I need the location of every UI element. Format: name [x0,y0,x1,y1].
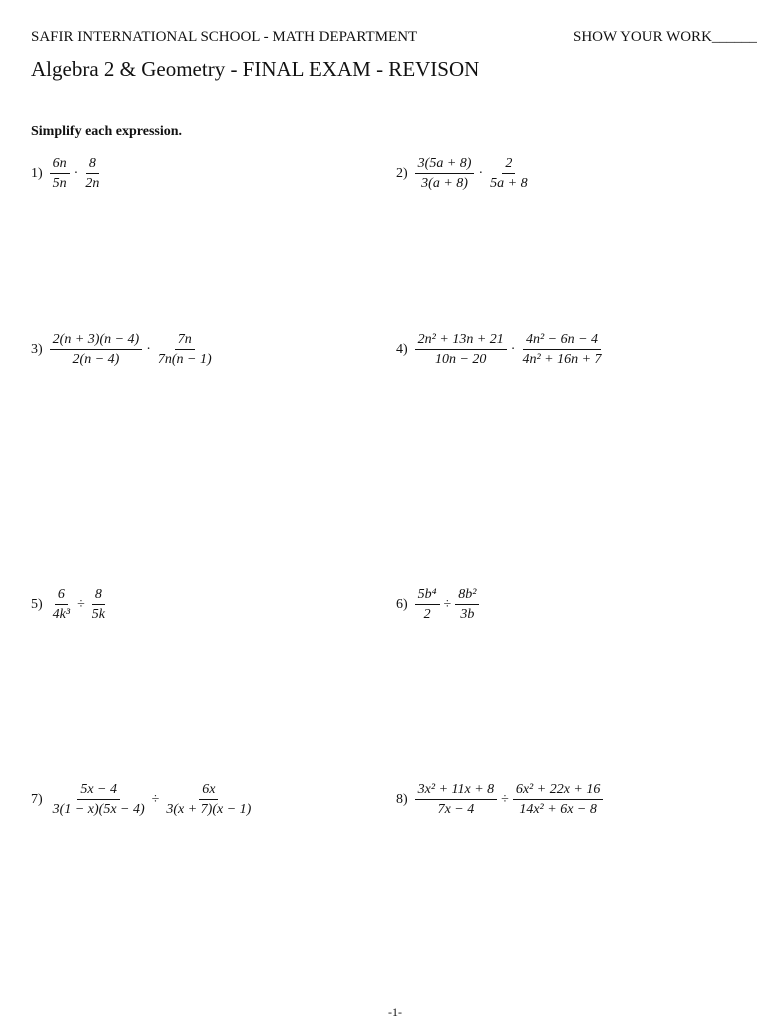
operator: ÷ [443,596,452,612]
fraction-1 [50,781,148,818]
fraction-2 [89,586,108,623]
problem-3 [31,331,215,368]
denominator: 3(a + 8) [421,176,468,191]
problem-number: 8) [396,791,408,807]
problem-2 [396,155,531,192]
problem-number: 7) [31,791,43,807]
numerator: 7n [175,331,195,350]
operator: · [146,341,151,357]
problem-number: 4) [396,341,408,357]
problem-number: 3) [31,341,43,357]
denominator: 2 [423,607,431,622]
numerator: 6 [55,586,68,605]
denominator: 10n − 20 [434,352,487,367]
page-number: -1- [388,1005,402,1019]
numerator: 6x [199,781,218,800]
fraction-1 [415,331,507,368]
fraction-2 [155,331,215,368]
numerator: 5x − 4 [77,781,120,800]
exam-title: Algebra 2 & Geometry - FINAL EXAM - REVISON [31,57,480,81]
numerator: 8 [92,586,105,605]
denominator: 5a + 8 [490,176,528,191]
school-name: SAFIR INTERNATIONAL SCHOOL - MATH DEPARTMENT [31,29,418,45]
denominator: 7x − 4 [437,802,475,817]
instructions: Simplify each expression. [31,124,183,139]
problem-8 [396,781,603,818]
numerator: 3(5a + 8) [415,155,475,174]
fraction-1 [50,331,143,368]
fraction-1 [415,586,440,623]
denominator: 14x² + 6x − 8 [519,802,597,817]
denominator: 7n(n − 1) [157,352,212,367]
fraction-2 [163,781,254,818]
numerator: 2 [502,155,515,174]
fraction-1 [415,155,475,192]
numerator: 8b² [455,586,479,605]
problem-number: 2) [396,165,408,181]
problem-number: 1) [31,165,43,181]
fraction-2 [487,155,530,192]
problem-1 [31,155,102,192]
numerator: 2n² + 13n + 21 [415,331,507,350]
numerator: 8 [86,155,99,174]
denominator: 3(x + 7)(x − 1) [166,802,252,817]
denominator: 3(1 − x)(5x − 4) [52,802,145,817]
problem-5 [31,586,108,623]
numerator: 6n [50,155,70,174]
operator: · [478,165,484,181]
problem-number: 6) [396,596,408,612]
denominator: 3b [460,607,475,622]
numerator: 5b⁴ [415,586,440,605]
problem-number: 5) [31,596,43,612]
show-your-work-label: SHOW YOUR WORK______ [573,29,757,45]
denominator: 5n [52,176,67,191]
problem-4 [396,331,605,368]
numerator: 6x² + 22x + 16 [513,781,604,800]
operator: · [73,165,79,181]
problem-6 [396,586,479,623]
fraction-1 [50,586,73,623]
denominator: 2(n − 4) [72,352,120,367]
problem-7 [31,781,254,818]
fraction-1 [50,155,70,192]
numerator: 2(n + 3)(n − 4) [50,331,143,350]
denominator: 5k [91,607,105,622]
numerator: 4n² − 6n − 4 [523,331,601,350]
numerator: 3x² + 11x + 8 [415,781,497,800]
operator: · [510,341,516,357]
denominator: 2n [85,176,100,191]
operator: ÷ [501,791,509,807]
denominator: 4n² + 16n + 7 [522,352,602,367]
fraction-2 [519,331,604,368]
denominator: 4k³ [52,607,71,622]
operator: ÷ [77,596,85,612]
fraction-2 [455,586,479,623]
fraction-2 [82,155,102,192]
operator: ÷ [151,791,160,807]
fraction-2 [513,781,604,818]
fraction-1 [415,781,497,818]
